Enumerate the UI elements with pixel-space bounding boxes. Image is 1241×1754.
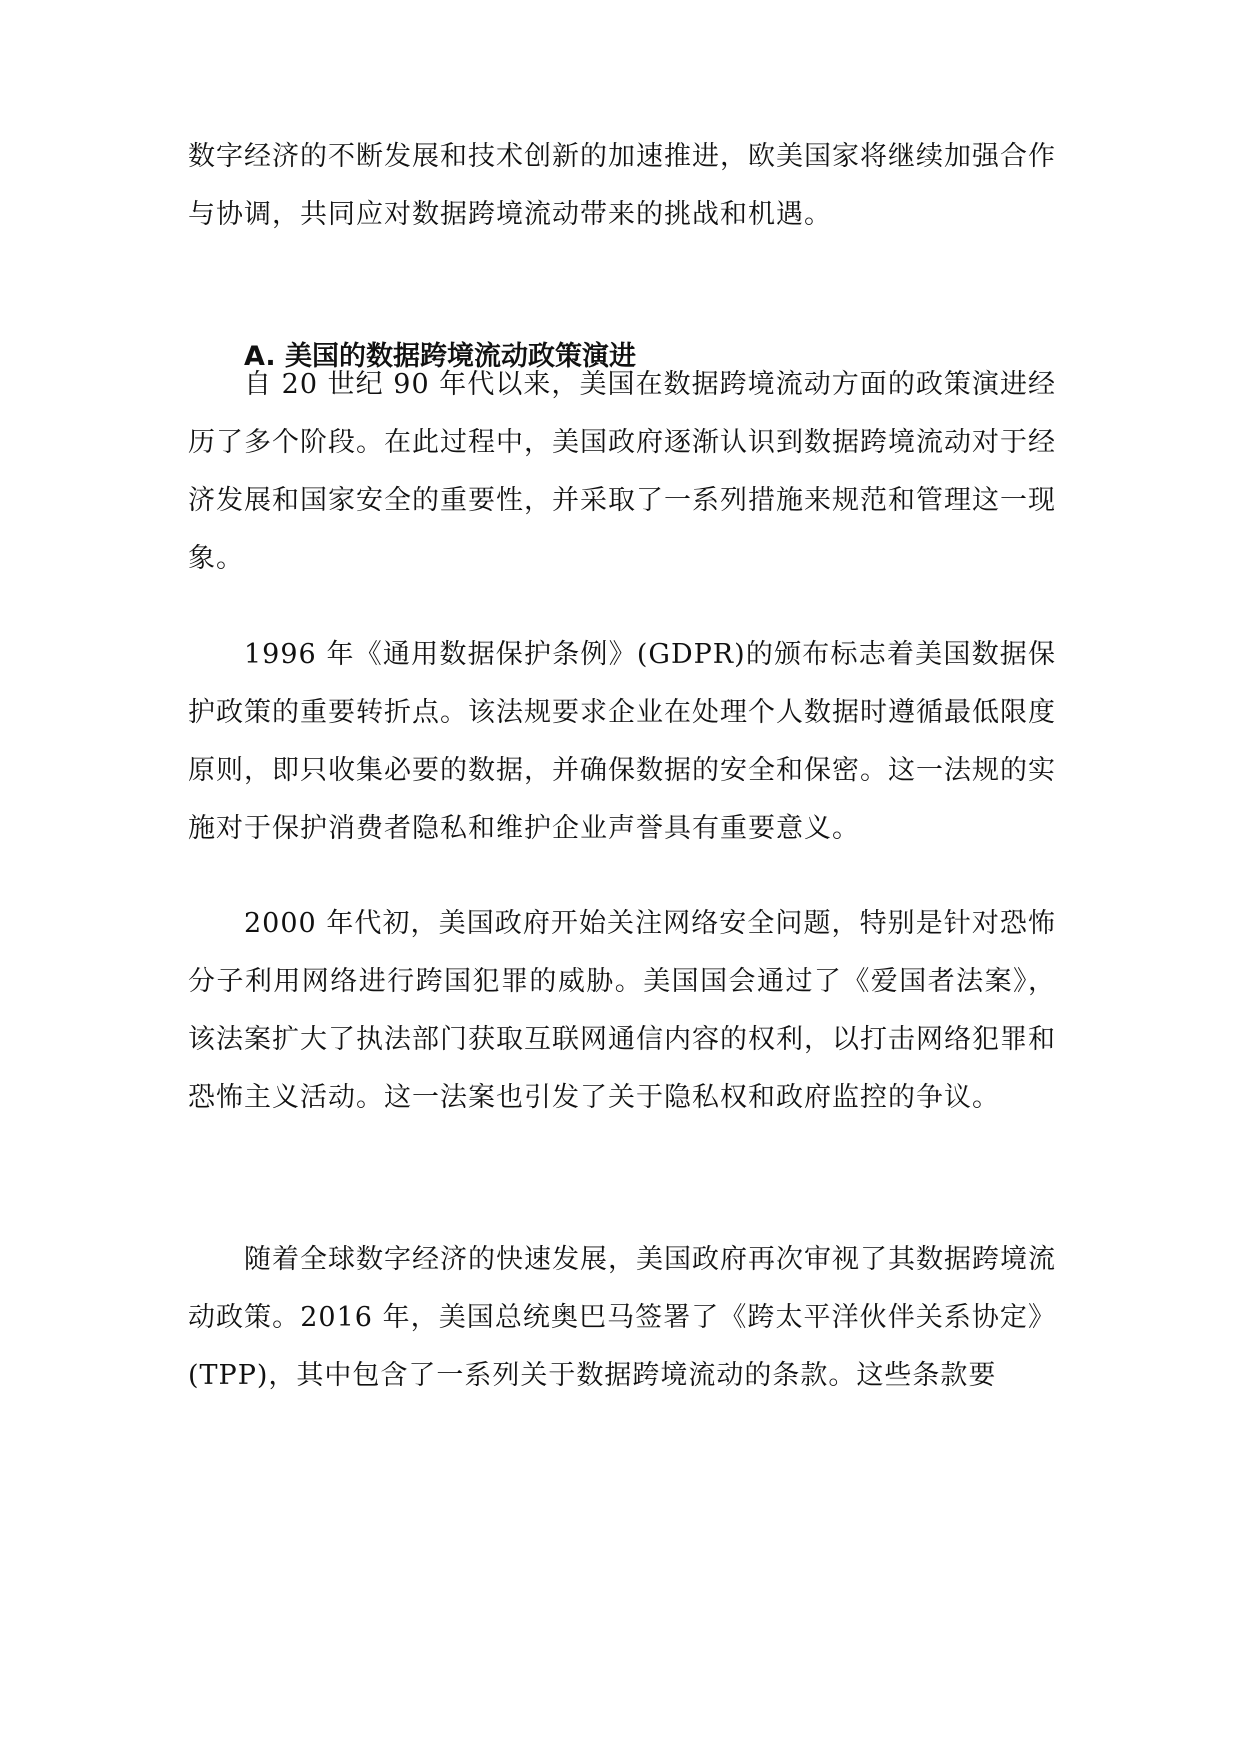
continuation-paragraph: 数字经济的不断发展和技术创新的加速推进，欧美国家将继续加强合作与协调，共同应对数据跨境流动带来的挑战和机遇。: [188, 141, 1056, 230]
section-heading: A. 美国的数据跨境流动政策演进: [244, 341, 637, 372]
paragraph-2: 1996 年《通用数据保护条例》(GDPR)的颁布标志着美国数据保护政策的重要转折点。该法规要求企业在处理个人数据时遵循最低限度原则，即只收集必要的数据，并确保数据的安全和保密。这一法规的实施对于保护消费者隐私和维护企业声誉具有重要意义。: [188, 639, 1056, 844]
paragraph-1: 自 20 世纪 90 年代以来，美国在数据跨境流动方面的政策演进经历了多个阶段。在此过程中，美国政府逐渐认识到数据跨境流动对于经济发展和国家安全的重要性，并采取了一系列措施来规范和管理这一现象。: [188, 369, 1056, 574]
paragraph-3: 2000 年代初，美国政府开始关注网络安全问题，特别是针对恐怖分子利用网络进行跨国犯罪的威胁。美国国会通过了《爱国者法案》，该法案扩大了执法部门获取互联网通信内容的权利，以打击网络犯罪和恐怖主义活动。这一法案也引发了关于隐私权和政府监控的争议。: [188, 908, 1056, 1113]
paragraph-4: 随着全球数字经济的快速发展，美国政府再次审视了其数据跨境流动政策。2016 年，美国总统奥巴马签署了《跨太平洋伙伴关系协定》(TPP)，其中包含了一系列关于数据跨境流动的条款。这些条款要: [188, 1244, 1056, 1391]
